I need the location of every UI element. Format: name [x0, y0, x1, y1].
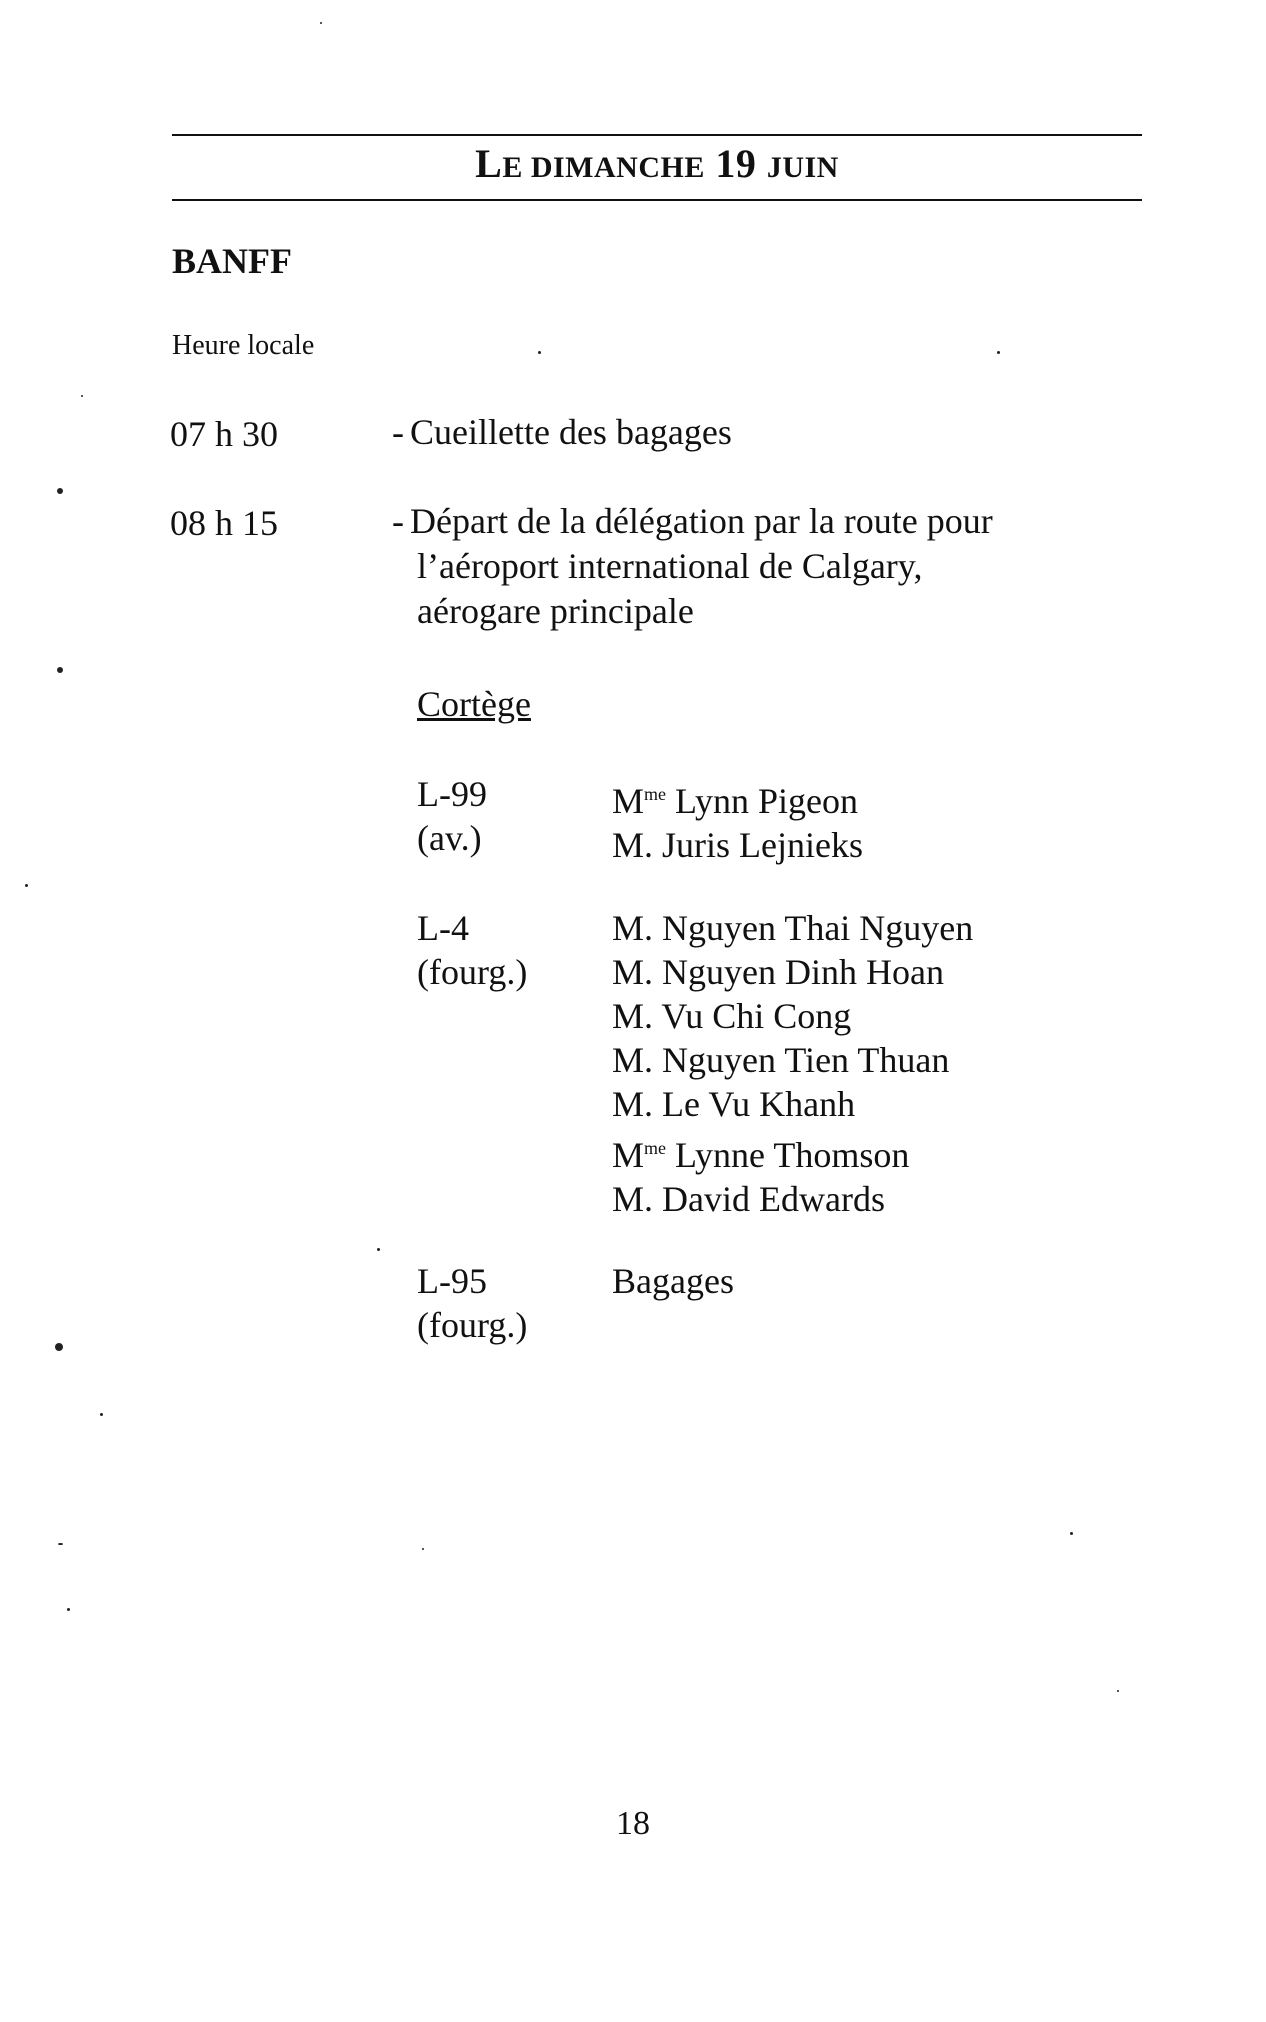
scan-speck — [320, 22, 322, 24]
list-item: M. Vu Chi Cong — [612, 996, 852, 1036]
schedule-time: 08 h 15 — [170, 503, 278, 543]
scan-speck — [57, 667, 63, 673]
header-rule-top — [172, 134, 1142, 136]
occupant-list — [612, 1259, 734, 1303]
occupant-list — [612, 772, 863, 867]
scan-speck — [1117, 1690, 1119, 1692]
cortege-heading: Cortège — [417, 684, 531, 724]
vehicle-label: L-99 (av.) — [417, 774, 487, 858]
schedule-time: 07 h 30 — [170, 414, 278, 454]
vehicle-label: L-4 (fourg.) — [417, 908, 528, 992]
occupant-list — [612, 906, 973, 1221]
list-item: M. Nguyen Tien Thuan — [612, 1040, 950, 1080]
list-item: M. Le Vu Khanh — [612, 1084, 856, 1124]
scan-speck — [81, 395, 83, 397]
list-item: $M^{me}$ Lynn Pigeon — [612, 781, 859, 821]
scan-speck — [377, 1248, 380, 1251]
list-item: M. Juris Lejnieks — [612, 825, 863, 865]
list-item: Bagages — [612, 1261, 734, 1301]
list-item: M. Nguyen Thai Nguyen — [612, 908, 974, 948]
scan-speck — [67, 1608, 70, 1611]
scan-speck — [538, 351, 541, 354]
scan-speck — [422, 1548, 424, 1550]
scan-speck — [1070, 1532, 1073, 1535]
scan-speck — [997, 351, 1000, 354]
list-item: M. David Edwards — [612, 1179, 885, 1219]
page-number: 18 — [616, 1805, 650, 1842]
schedule-description: - Cueillette des bagages — [392, 412, 732, 452]
list-item: $M^{me}$ Lynne Thomson — [612, 1135, 910, 1175]
scan-speck — [58, 1543, 63, 1545]
list-item: M. Nguyen Dinh Hoan — [612, 952, 944, 992]
location-heading: BANFF — [172, 241, 292, 281]
scan-speck — [100, 1413, 103, 1416]
scan-speck — [55, 1343, 63, 1351]
scan-speck — [57, 488, 63, 494]
scan-speck — [25, 884, 28, 887]
vehicle-label: L-95 (fourg.) — [417, 1261, 528, 1345]
time-label: Heure locale — [172, 330, 315, 361]
page-title: LE DIMANCHE 19 JUIN — [475, 141, 839, 186]
header-rule-bottom — [172, 199, 1142, 201]
schedule-description: - Départ de la délégation par la route pour l’aéroport international de Calgary, aérogare principale — [392, 501, 993, 631]
